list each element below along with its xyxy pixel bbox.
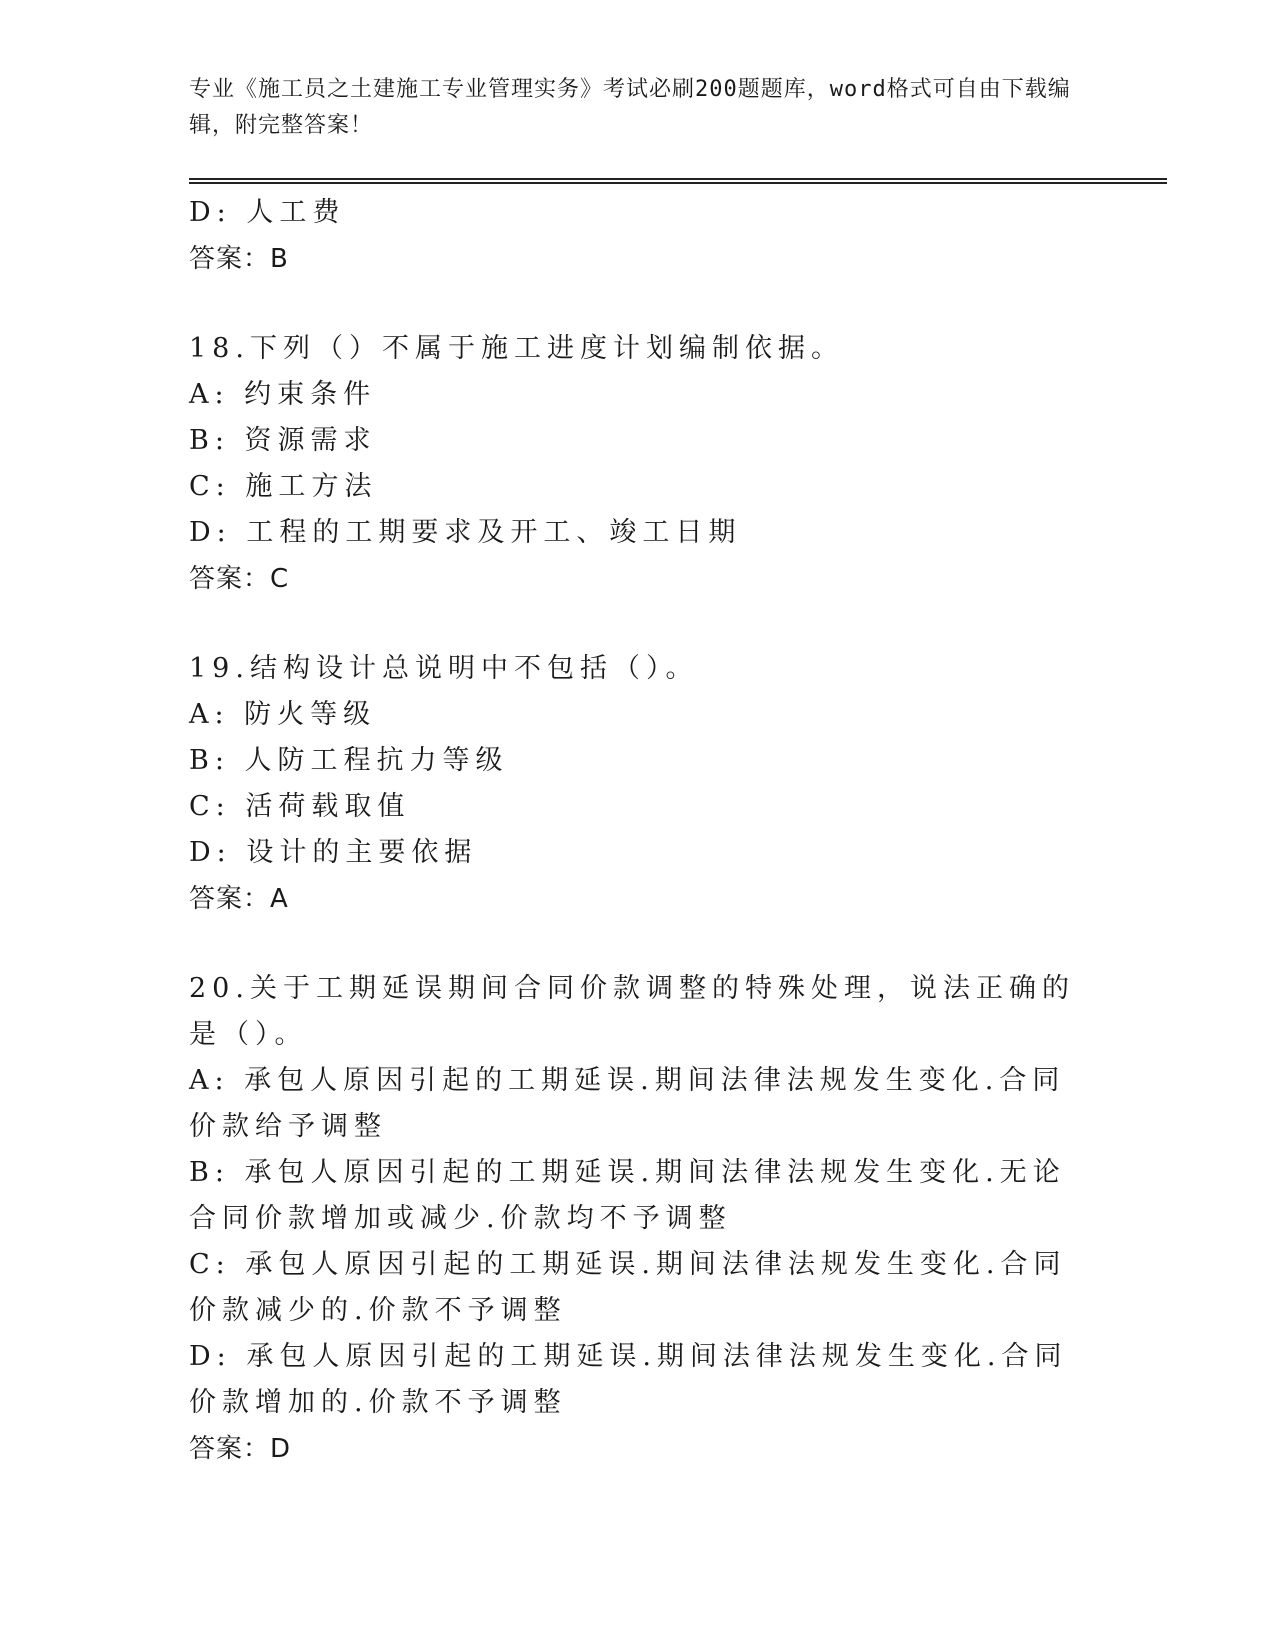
option-b: B: 承包人原因引起的工期延误.期间法律法规发生变化.无论合同价款增加或减少.价款均不予调整: [189, 1157, 1066, 1234]
answer: 答案：A: [189, 884, 289, 914]
document-body: [189, 190, 1089, 1472]
question-stem: 20.关于工期延误期间合同价款调整的特殊处理，说法正确的是（）。: [189, 973, 1075, 1050]
question-20: [189, 966, 1089, 1472]
question-18: [189, 326, 1089, 602]
option-a: A: 约束条件: [189, 379, 377, 410]
option-b: B: 人防工程抗力等级: [189, 745, 509, 776]
answer: 答案：D: [189, 1434, 292, 1464]
question-stem: 18.下列（）不属于施工进度计划编制依据。: [189, 333, 844, 364]
header-title: 专业《施工员之土建施工专业管理实务》考试必刷200题题库，word格式可自由下载编辑，附完整答案！: [189, 77, 1071, 138]
page-header: [189, 72, 1089, 144]
question-stem: 19.结构设计总说明中不包括（）。: [189, 653, 699, 684]
option-d: D: 设计的主要依据: [189, 837, 478, 868]
answer: 答案：C: [189, 564, 290, 594]
question-19: [189, 646, 1089, 922]
option-a: A: 承包人原因引起的工期延误.期间法律法规发生变化.合同价款给予调整: [189, 1065, 1066, 1142]
option-b: B: 资源需求: [189, 425, 377, 456]
spacer: [189, 602, 1089, 646]
prev-question-answer: 答案：B: [189, 244, 289, 274]
option-d: D: 承包人原因引起的工期延误.期间法律法规发生变化.合同价款增加的.价款不予调整: [189, 1341, 1068, 1418]
option-c: C: 活荷载取值: [189, 791, 411, 822]
option-a: A: 防火等级: [189, 699, 377, 730]
option-d: D: 工程的工期要求及开工、竣工日期: [189, 517, 742, 548]
spacer: [189, 282, 1089, 326]
header-divider: [189, 178, 1167, 184]
prev-question-option-d: D: 人工费: [189, 197, 346, 228]
option-c: C: 承包人原因引起的工期延误.期间法律法规发生变化.合同价款减少的.价款不予调整: [189, 1249, 1067, 1326]
option-c: C: 施工方法: [189, 471, 378, 502]
spacer: [189, 922, 1089, 966]
